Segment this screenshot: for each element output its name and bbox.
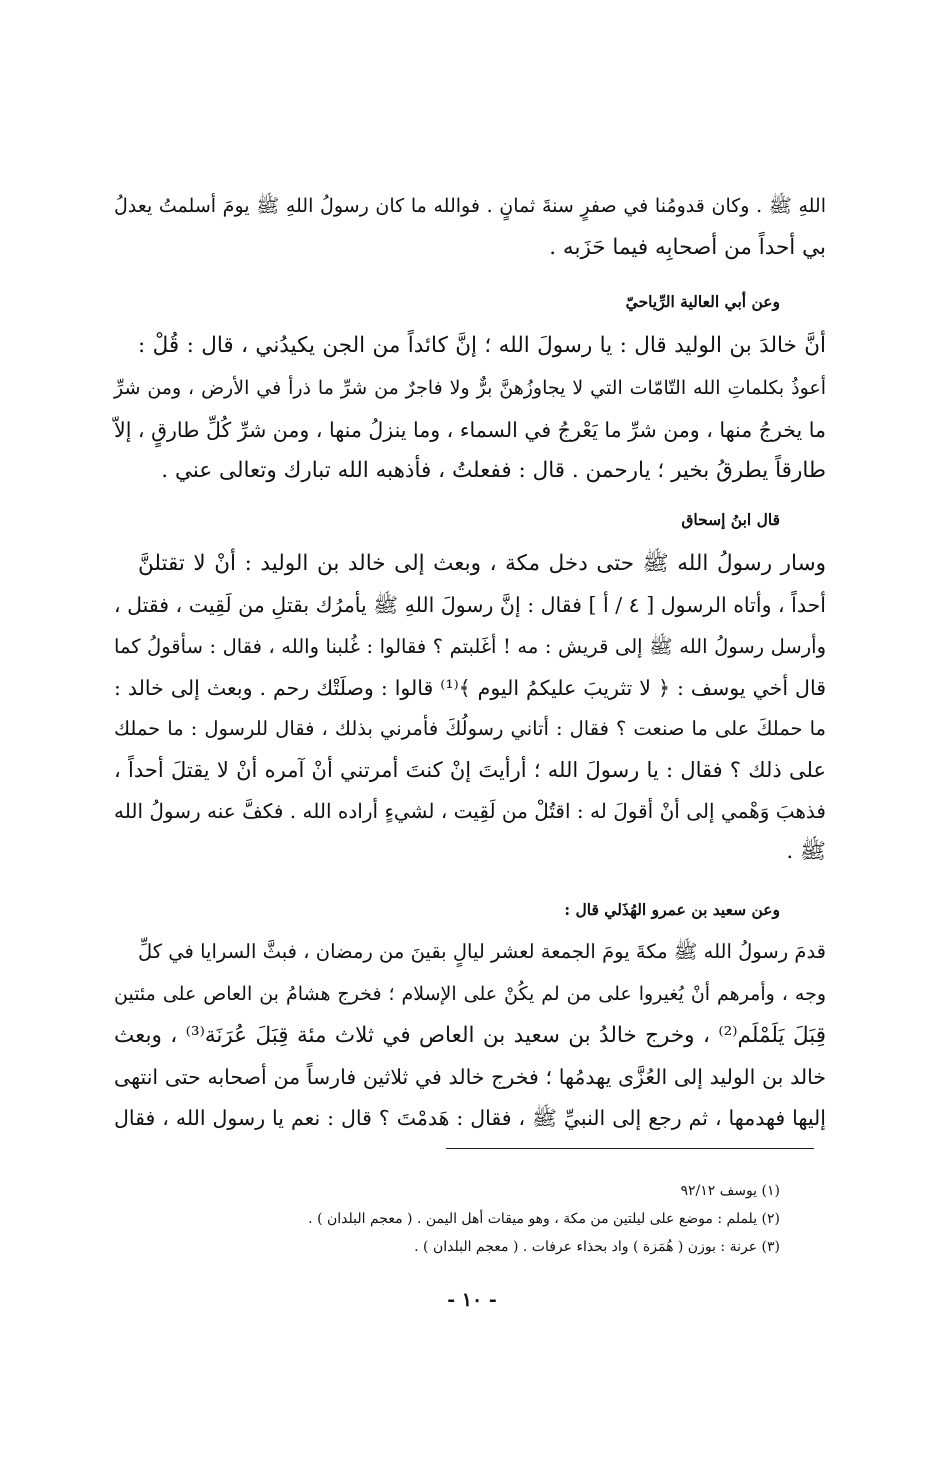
footnote-3: (٣) عرنة : بوزن ( هُمَزة ) واد بحذاء عرفات . ( معجم البلدان ) .: [414, 1239, 780, 1255]
text-line: وأرسل رسولُ الله ﷺ إلى قريش : مه ! أغَلبتم ؟ فقالوا : غُلبنا والله ، فقال : سأقولُ كما: [114, 635, 826, 658]
text-line: أحداً ، وأتاه الرسول [ ٤ / أ ] فقال : إنَّ رسولَ اللهِ ﷺ يأمرُك بقتلِ من لَقِيت ، فقتل ،: [114, 593, 826, 617]
text-line: قدمَ رسولُ الله ﷺ مكةَ يومَ الجمعة لعشر ليالٍ بقينَ من رمضان ، فبثَّ السرايا في كلِّ: [138, 940, 826, 963]
text-line: خالد بن الوليد إلى العُزَّى يهدمُها ؛ فخرج خالد في ثلاثين فارساً من أصحابه حتى انتهى: [114, 1065, 826, 1089]
text-line: فذهبَ وَهْمي إلى أنْ أقولَ له : اقتُلْ من لَقِيت ، لشيءٍ أراده الله . فكفَّ عنه رسولُ الله: [114, 799, 826, 823]
text-line: وجه ، وأمرهم أنْ يُغيروا على من لم يكُنْ على الإسلام ؛ فخرج هشامُ بن العاص على مئتين: [114, 983, 826, 1005]
text-line: ما يخرجُ منها ، ومن شرِّ ما يَعْرجُ في السماء ، وما ينزلُ منها ، ومن شرِّ كُلِّ طارقٍ ، إلاّ: [114, 418, 826, 442]
text-line: قِبَلَ يَلَمْلَم⁽²⁾ ، وخرج خالدُ بن سعيد بن العاص في ثلاث مئة قِبَلَ عُرَنَة⁽³⁾ ، وبعث: [114, 1023, 826, 1048]
text-line: بي أحداً من أصحابِه فيما حَزَبه .: [549, 235, 826, 260]
text-line: أعوذُ بكلماتِ الله التّامّات التي لا يجاوزُهنَّ برٌّ ولا فاجرٌ من شرِّ ما ذرأ في الأرض ، ومن شرِّ: [114, 377, 826, 399]
footnote-2: (٢) يلملم : موضع على ليلتين من مكة ، وهو ميقات أهل اليمن . ( معجم البلدان ) .: [308, 1211, 780, 1227]
page-number: - ١٠ -: [447, 1289, 497, 1311]
text-line: على ذلك ؟ فقال : يا رسولَ الله ؛ أرأيتَ إنْ كنتَ أمرتني أنْ آمره أنْ لا يقتلَ أحداً ،: [114, 758, 826, 782]
text-line: ﷺ .: [786, 839, 826, 864]
text-line: اللهِ ﷺ . وكان قدومُنا في صفرٍ سنةَ ثمانٍ . فوالله ما كان رسولُ اللهِ ﷺ يومَ أسلمتُ يعدلُ: [114, 195, 826, 217]
section-3-heading: قال ابنُ إسحاق: [681, 510, 780, 529]
footnote-1: (١) يوسف ٩٢/١٢: [680, 1183, 780, 1199]
text-line: قال أخي يوسف : ﴿ لا تثريبَ عليكمُ اليوم ﴾⁽¹⁾ قالوا : وصلَتْك رحم . وبعث إلى خالد :: [114, 676, 826, 700]
text-line: إليها فهدمها ، ثم رجع إلى النبيِّ ﷺ ، فقال : هَدمْتَ ؟ قال : نعم يا رسول الله ، فقال: [114, 1106, 826, 1130]
section-4-heading: وعن سعيد بن عمرو الهُذَلي قال :: [564, 900, 780, 919]
footnote-divider: [446, 1148, 814, 1149]
text-line: أنَّ خالدَ بن الوليد قال : يا رسولَ الله ؛ إنَّ كائداً من الجن يكيدُني ، قال : قُلْ :: [138, 333, 826, 358]
section-2-heading: وعن أبي العالية الرِّياحيّ: [625, 292, 780, 311]
text-line: ما حملكَ على ما صنعت ؟ فقال : أتاني رسولُكَ فأمرني بذلك ، فقال للرسول : ما حملك: [114, 717, 826, 740]
text-line: طارقاً يطرقُ بخير ؛ يارحمن . قال : ففعلتُ ، فأذهبه الله تبارك وتعالى عني .: [161, 458, 826, 483]
section-4-paragraph: [114, 0, 826, 1150]
text-line: وسار رسولُ الله ﷺ حتى دخل مكة ، وبعث إلى خالد بن الوليد : أنْ لا تقتلنَّ: [138, 551, 826, 576]
